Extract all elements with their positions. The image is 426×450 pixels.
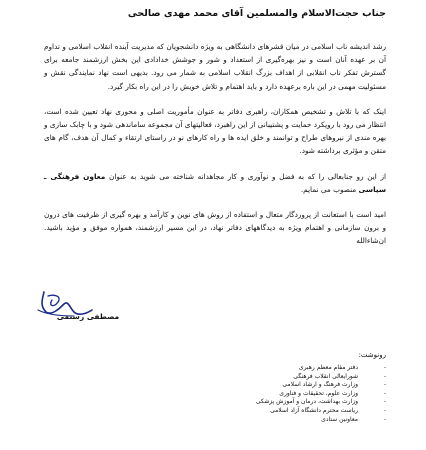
letter-addressee: جناب حجت‌الاسلام والمسلمین آقای محمد مهدی صالحی <box>127 8 386 19</box>
letter-body <box>44 40 386 248</box>
paragraph-1: رشد اندیشه ناب اسلامی در میان قشرهای دانشگاهی به ویژه دانشجویان که مدیریت آینده انقلاب اسلامی و تداوم آن بر عهده آنان است و نیز بهره‌گیری از استعداد و شور و جوشش خدادادی این بخش ارزشمند جامعه برای گسترش تفکر ناب انقلابی از اهداف بزرگ انقلاب اسلامی به شمار می رود. بدیهی است نهاد نمایندگی نقش و مسئولیت مهمی در این باره برعهده دارد و باید اهتمام و تلاش خویش را در این راه بکار گیرد. <box>44 42 386 91</box>
paragraph-4: امید است با استعانت از پروردگار متعال و استفاده از روش های نوین و کارآمد و بهره گیری از ظرفیت های درون و برون سازمانی و اهتمام ویژه به دیدگاههای دفاتر نهاد، در این مسیر ارزشمند، همواره موفق و مؤید باشید. ان‌شاءالله <box>44 210 386 246</box>
signatory-name: مصطفی رستمی <box>56 312 120 321</box>
cc-item: - وزارت فرهنگ و ارشاد اسلامی <box>256 381 386 390</box>
cc-item: - دفتر مقام معظم رهبری <box>256 364 386 373</box>
cc-list <box>256 364 386 424</box>
paragraph-2: اینک که با تلاش و تشخیص همکاران، راهبری دفاتر به عنوان مأموریت اصلی و محوری نهاد تعیین شده است، انتظار می رود با رویکرد حمایت و پشتیبانی از این راهبرد، فعالیتهای آن مجموعه ساماندهی شود و با چابک سازی و بهره مندی از نیروهای طراح و توانمند و خلق ایده ها و راه کارهای نو در راستای ارتقاء و کمال آن هدف، گام های متقن و مؤثری برداشته شود. <box>44 106 386 156</box>
cc-item: - ریاست محترم دانشگاه آزاد اسلامی <box>256 407 386 416</box>
paragraph-3-start: از این رو جنابعالی را که به فضل و نوآوری و کار مجاهدانه شناخته می شوید به عنوان <box>105 171 386 181</box>
cc-item: - شورایعالی انقلاب فرهنگی <box>256 373 386 382</box>
cc-title: رونوشت: <box>358 351 386 359</box>
paragraph-3 <box>44 170 386 196</box>
cc-item: - وزارت علوم، تحقیقات و فناوری <box>256 390 386 399</box>
cc-item: - معاونین ستادی <box>256 416 386 425</box>
paragraph-3-end: منصوب می نمایم. <box>300 184 359 194</box>
cc-item: - وزارت بهداشت، درمان و آموزش پزشکی <box>256 398 386 407</box>
appointed-position: معاون فرهنگی ـ سیاسی <box>44 171 386 194</box>
